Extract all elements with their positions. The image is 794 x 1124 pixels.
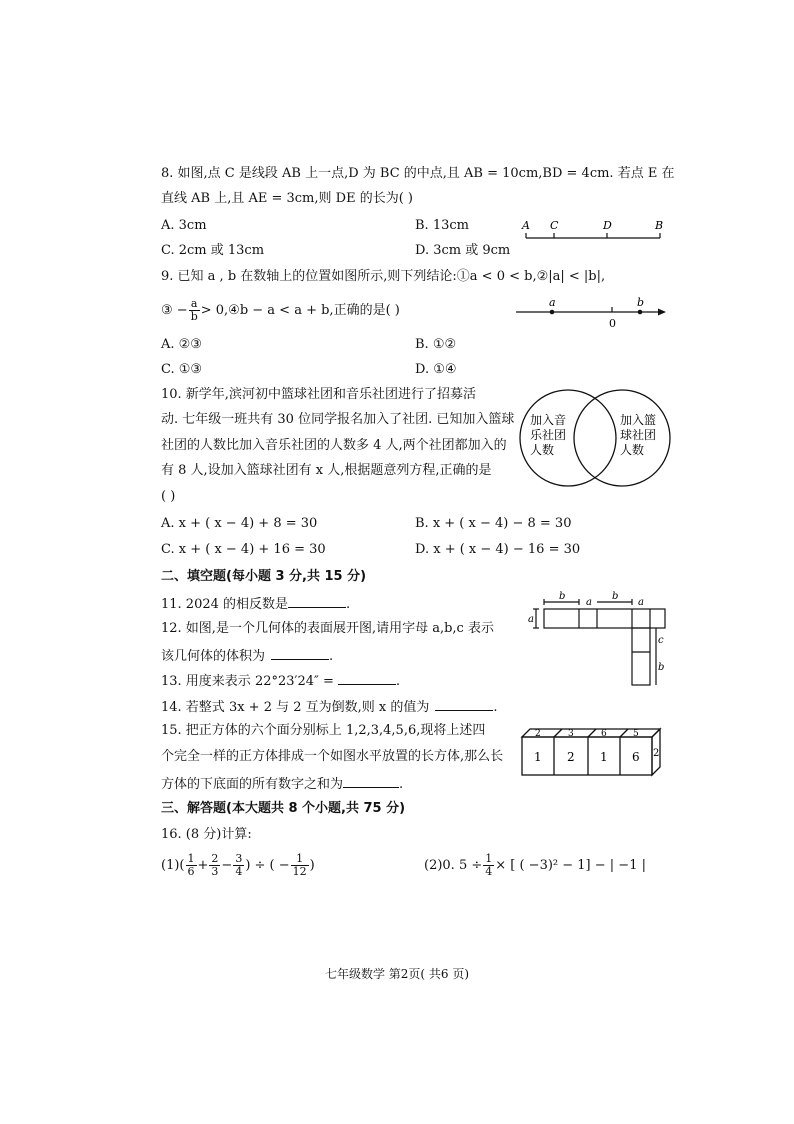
q16-p2-frac1	[483, 853, 494, 878]
q16-p2-suffix: × [ ( −3)² − 1] − | −1 |	[495, 858, 646, 873]
frac1-num: 1	[187, 852, 195, 865]
q15-cube-figure	[518, 726, 664, 778]
q15-answer-blank[interactable]	[343, 773, 399, 788]
q16-p1-mid: ) ÷ ( −	[245, 858, 290, 873]
q9-frac-den: b	[190, 310, 198, 323]
q10-venn-diagram	[516, 386, 674, 490]
cube-top-divider-1	[554, 729, 562, 737]
q15-line1: 15. 把正方体的六个面分别标上 1,2,3,4,5,6,现将上述四	[161, 723, 486, 738]
net-long-rect	[544, 609, 665, 628]
axis-label-a: a	[549, 296, 556, 309]
p2-frac-den: 4	[485, 865, 493, 878]
q12-line1: 12. 如图,是一个几何体的表面展开图,请用字母 a,b,c 表示	[161, 621, 494, 636]
q15-line3	[161, 773, 403, 795]
venn-left-line3: 人数	[530, 443, 555, 457]
net-hanging-rect	[632, 628, 650, 685]
cube-top-3: 6	[601, 729, 607, 739]
cube-front-2: 2	[567, 750, 575, 764]
q11	[161, 593, 350, 615]
q16-p2-prefix: (2)0. 5 ÷	[424, 858, 483, 873]
q9-number-line	[512, 296, 668, 332]
q10-option-c: C. x + ( x − 4) + 16 = 30	[161, 542, 326, 557]
q15-text: 方体的下底面的所有数字之和为	[161, 777, 344, 792]
axis-label-b: b	[637, 296, 645, 309]
label-c: C	[550, 219, 559, 232]
q11-end: .	[346, 597, 351, 612]
q8-stem-line1: 8. 如图,点 C 是线段 AB 上一点,D 为 BC 的中点,且 AB = 10cm,BD = 4cm. 若点 E 在	[161, 166, 675, 181]
q13	[161, 670, 400, 692]
q8-option-b: B. 13cm	[415, 218, 469, 233]
q16-title: 16. (8 分)计算:	[161, 827, 252, 842]
label-b: B	[655, 219, 664, 232]
q16-p1-frac2	[209, 853, 220, 878]
q9-stem2-suffix: > 0,④b − a < a + b,正确的是( )	[200, 303, 400, 318]
venn-left-line2: 乐社团	[530, 428, 567, 442]
venn-right-line1: 加入篮	[620, 413, 657, 427]
q16-p1-end: )	[309, 858, 315, 873]
q12-text: 该几何体的体积为	[161, 649, 266, 664]
q12-answer-blank[interactable]	[271, 645, 329, 660]
q11-text: 11. 2024 的相反数是	[161, 597, 289, 612]
page-footer: 七年级数学 第2页( 共6 页)	[324, 967, 470, 981]
q15-end: .	[399, 777, 404, 792]
frac4-den: 12	[292, 865, 307, 878]
q14-answer-blank[interactable]	[435, 696, 493, 711]
section3-title: 三、解答题(本大题共 8 个小题,共 75 分)	[161, 801, 406, 816]
cube-front-1: 1	[534, 750, 542, 764]
q16-p1-prefix: (1)(	[161, 858, 185, 873]
q12-line2	[161, 645, 333, 667]
cube-top-4: 5	[633, 729, 639, 739]
cube-front-3: 1	[600, 750, 608, 764]
q10-option-d: D. x + ( x − 4) − 16 = 30	[415, 542, 581, 557]
cube-top-1: 2	[535, 729, 541, 739]
frac2-den: 3	[211, 865, 219, 878]
q8-option-a: A. 3cm	[161, 218, 207, 233]
net-label-b-mid: b	[612, 591, 619, 602]
q10-option-a: A. x + ( x − 4) + 8 = 30	[161, 516, 318, 531]
q9-option-a: A. ②③	[161, 337, 202, 352]
cube-top-face	[522, 729, 660, 737]
q8-option-c: C. 2cm 或 13cm	[161, 243, 265, 258]
frac3-num: 3	[235, 852, 243, 865]
q9-stem-line2	[161, 297, 400, 325]
q12-net-figure	[528, 590, 666, 690]
q16-p1-frac4	[291, 853, 309, 878]
q8-stem-line2: 直线 AB 上,且 AE = 3cm,则 DE 的长为( )	[161, 191, 413, 206]
q10-line2: 动. 七年级一班共有 30 位同学报名加入了社团. 已知加入篮球	[161, 412, 515, 427]
q14-text: 14. 若整式 3x + 2 与 2 互为倒数,则 x 的值为	[161, 700, 430, 715]
q10-line3: 社团的人数比加入音乐社团的人数多 4 人,两个社团都加入的	[161, 438, 507, 453]
net-label-c: c	[658, 635, 664, 646]
q16-p1-op2: −	[221, 858, 233, 873]
q8-segment-figure	[518, 216, 668, 246]
frac1-den: 6	[187, 865, 195, 878]
p2-frac-num: 1	[485, 852, 493, 865]
q16-p1-frac3	[233, 853, 244, 878]
q14	[161, 696, 498, 718]
frac4-num: 1	[291, 853, 309, 866]
label-d: D	[603, 219, 612, 232]
q8-option-d: D. 3cm 或 9cm	[415, 243, 511, 258]
q14-end: .	[493, 700, 498, 715]
point-a	[550, 310, 555, 315]
axis-arrow-icon	[658, 309, 666, 316]
net-label-b-top: b	[559, 591, 566, 602]
net-label-a-mid: a	[586, 597, 592, 608]
section2-title: 二、填空题(每小题 3 分,共 15 分)	[161, 569, 367, 584]
net-label-a-left: a	[528, 614, 534, 625]
q9-option-c: C. ①③	[161, 362, 203, 377]
q16-part1	[161, 852, 315, 880]
q12-end: .	[329, 649, 334, 664]
q10-option-b: B. x + ( x − 4) − 8 = 30	[415, 516, 572, 531]
q13-end: .	[395, 674, 401, 689]
q9-fraction	[189, 298, 200, 323]
venn-left-line1: 加入音	[530, 413, 567, 427]
q10-line1: 10. 新学年,滨河初中篮球社团和音乐社团进行了招募活	[161, 387, 476, 402]
q16-part2	[424, 852, 646, 880]
net-label-b-right: b	[658, 662, 665, 673]
q9-stem2-prefix: ③ −	[161, 303, 188, 318]
q9-frac-num: a	[189, 298, 200, 311]
q16-p1-op1: +	[197, 858, 209, 873]
cube-front-4: 6	[632, 750, 640, 764]
net-label-a-right: a	[638, 597, 644, 608]
q10-line5: ( )	[161, 489, 176, 504]
point-b	[638, 310, 643, 315]
cube-top-2: 3	[568, 729, 574, 739]
frac2-num: 2	[211, 852, 219, 865]
cube-top-divider-2	[588, 729, 596, 737]
q13-text: 13. 用度来表示 22°23′24″ =	[161, 674, 334, 689]
cube-top-divider-3	[620, 729, 628, 737]
q15-line2: 个完全一样的正方体排成一个如图水平放置的长方体,那么长	[161, 749, 504, 764]
cube-side-number: 2	[653, 748, 660, 759]
venn-right-line2: 球社团	[620, 428, 657, 442]
q9-option-d: D. ①④	[415, 362, 457, 377]
label-a: A	[522, 219, 530, 232]
q11-answer-blank[interactable]	[288, 593, 346, 608]
venn-right-line3: 人数	[620, 443, 645, 457]
q9-option-b: B. ①②	[415, 337, 457, 352]
q9-stem-line1: 9. 已知 a , b 在数轴上的位置如图所示,则下列结论:①a < 0 < b,②|a| < |b|,	[161, 269, 606, 284]
q10-line4: 有 8 人,设加入篮球社团有 x 人,根据题意列方程,正确的是	[161, 463, 492, 478]
frac3-den: 4	[235, 865, 243, 878]
q13-answer-blank[interactable]	[338, 670, 396, 685]
axis-label-0: 0	[609, 317, 616, 330]
q16-p1-frac1	[186, 853, 197, 878]
